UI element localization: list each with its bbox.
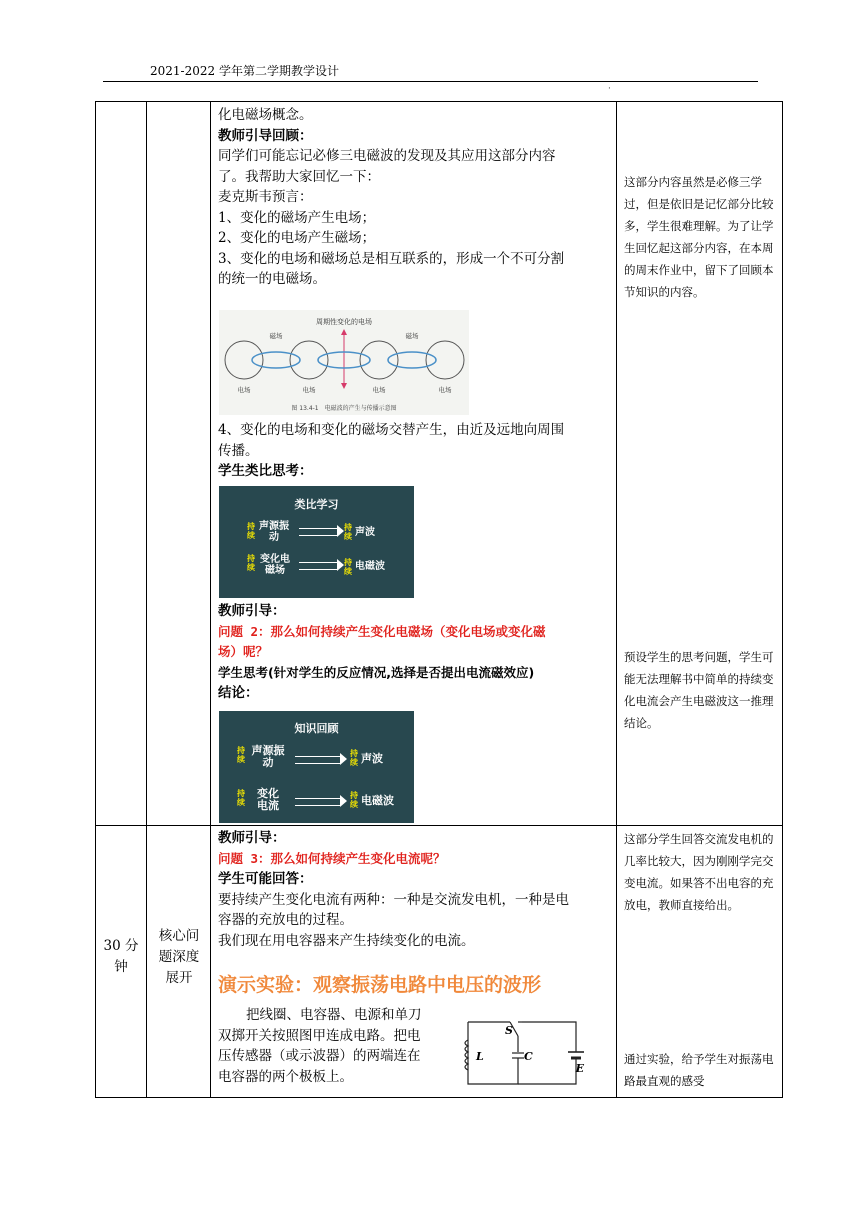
electric-label: 电场: [237, 386, 251, 394]
slide-left1: 声源振动: [259, 521, 289, 543]
text-line: 压传感器（或示波器）的两端连在: [218, 1048, 421, 1064]
row2-note-2: 通过实验，给予学生对振荡电路最直观的感受: [624, 1052, 774, 1088]
continuous-tag: 持续: [237, 789, 245, 807]
text-line: 把线圈、电容器、电源和单刀: [246, 1007, 422, 1023]
header-dot: ·: [608, 84, 611, 94]
time-cell: 30 分钟: [103, 938, 139, 975]
analogy-slide: [219, 486, 414, 598]
continuous-tag: 持续: [247, 554, 255, 572]
continuous-tag: 持续: [350, 749, 358, 767]
col-divider-3: [616, 102, 617, 1097]
review-slide: [219, 711, 414, 823]
row1-content-3: [218, 601, 612, 704]
text-line: 我们现在用电容器来产生持续变化的电流。: [218, 932, 475, 949]
circuit-label-L: L: [476, 1050, 484, 1063]
slide-right2: 电磁波: [355, 561, 385, 572]
text-line: 电容器的两个极板上。: [218, 1068, 353, 1085]
text-line: 化电磁场概念。: [218, 107, 313, 123]
question-2: 问题 2：那么如何持续产生变化电磁场（变化电场或变化磁: [218, 623, 546, 639]
question-2-cont: 场）呢？: [218, 644, 269, 659]
slide-left2: 变化电流: [257, 787, 279, 813]
text-line: 的统一的电磁场。: [218, 271, 326, 287]
magnetic-label: 磁场: [405, 332, 419, 340]
continuous-tag: 持续: [247, 522, 255, 540]
text-line: 3、变化的电场和磁场总是相互联系的，形成一个不可分割: [218, 250, 565, 267]
col-divider-2: [210, 102, 211, 1097]
em-wave-diagram: [219, 310, 469, 415]
header-rule: [103, 81, 758, 82]
arrow-icon: [299, 528, 337, 536]
arrow-icon: [299, 562, 337, 570]
page-header: 2021-2022 学年第二学期教学设计: [150, 64, 339, 78]
em-wave-figure: [219, 310, 469, 415]
magnetic-label: 磁场: [269, 332, 283, 340]
slide-right2: 电磁波: [361, 794, 394, 807]
text-line: 要持续产生变化电流有两种：一种是交流发电机，一种是电: [218, 891, 569, 908]
teacher-guide-label: 教师引导：: [218, 830, 286, 846]
continuous-tag: 持续: [344, 558, 352, 576]
row1-note-2: 预设学生的思考问题，学生可能无法理解书中简单的持续变化电流会产生电磁波这一推理结论。: [624, 650, 774, 730]
electric-label: 电场: [302, 386, 316, 394]
student-think: 学生思考(针对学生的反应情况,选择是否提出电流磁效应): [218, 664, 535, 680]
slide-right1: 声波: [355, 527, 375, 538]
circuit-label-E: E: [575, 1062, 584, 1075]
arrow-icon: [295, 798, 340, 806]
figure-title: 周期性变化的电场: [316, 318, 372, 326]
slide-left1: 声源振动: [251, 744, 285, 770]
arrow-icon: [295, 756, 340, 764]
text-line: 同学们可能忘记必修三电磁波的发现及其应用这部分内容: [218, 148, 556, 164]
text-line: 4、变化的电场和变化的磁场交替产生，由近及远地向周围: [218, 422, 565, 438]
slide-title: 类比学习: [294, 498, 339, 511]
col-divider-1: [146, 102, 147, 1097]
figure-caption: 图 13.4-1 电磁波的产生与传播示意图: [291, 405, 397, 412]
question-3: 问题 3：那么如何持续产生变化电流呢？: [218, 850, 446, 866]
slide-left2: 变化电磁场: [260, 554, 290, 576]
stage-cell: 核心问题深度展开: [158, 928, 200, 986]
circuit-label-C: C: [524, 1050, 533, 1063]
conclusion-label: 结论：: [218, 685, 259, 701]
student-analogy-label: 学生类比思考：: [218, 463, 313, 479]
row2-content: [218, 828, 612, 951]
text-line: 容器的充放电的过程。: [218, 912, 353, 928]
continuous-tag: 持续: [350, 791, 358, 809]
text-line: 了。我帮助大家回忆一下：: [218, 168, 380, 185]
continuous-tag: 持续: [237, 746, 245, 764]
text-line: 2、变化的电场产生磁场；: [218, 230, 376, 246]
text-line: 麦克斯韦预言：: [218, 189, 313, 205]
row-divider: [96, 825, 782, 826]
text-line: 传播。: [218, 442, 259, 459]
electric-label: 电场: [438, 386, 452, 394]
text-line: 双掷开关按照图甲连成电路。把电: [218, 1027, 421, 1044]
text-line: 1、变化的磁场产生电场；: [218, 209, 376, 226]
demo-title: 演示实验：观察振荡电路中电压的波形: [218, 974, 542, 996]
electric-label: 电场: [372, 386, 386, 394]
teacher-guide-label: 教师引导：: [218, 603, 286, 619]
lesson-table: [95, 101, 783, 1098]
slide-right1: 声波: [361, 752, 383, 765]
circuit-label-S: S: [505, 1024, 513, 1037]
lc-circuit-diagram: [458, 1014, 588, 1094]
teacher-guide-label: 教师引导回顾：: [218, 127, 313, 144]
row1-content: [218, 105, 612, 290]
student-answer-label: 学生可能回答：: [218, 871, 313, 887]
continuous-tag: 持续: [344, 523, 352, 541]
row1-content-2: [218, 420, 612, 482]
row2-note-1: 这部分学生回答交流发电机的几率比较大，因为刚刚学完交变电流。如果答不出电容的充放电，教师直接给出。: [624, 832, 774, 912]
demo-description: [218, 1005, 458, 1087]
slide-title: 知识回顾: [294, 722, 339, 735]
row1-note-1: 这部分内容虽然是必修三学过，但是依旧是记忆部分比较多，学生很难理解。为了让学生回忆起这部分内容，在本周的周末作业中，留下了回顾本节知识的内容。: [624, 175, 774, 299]
